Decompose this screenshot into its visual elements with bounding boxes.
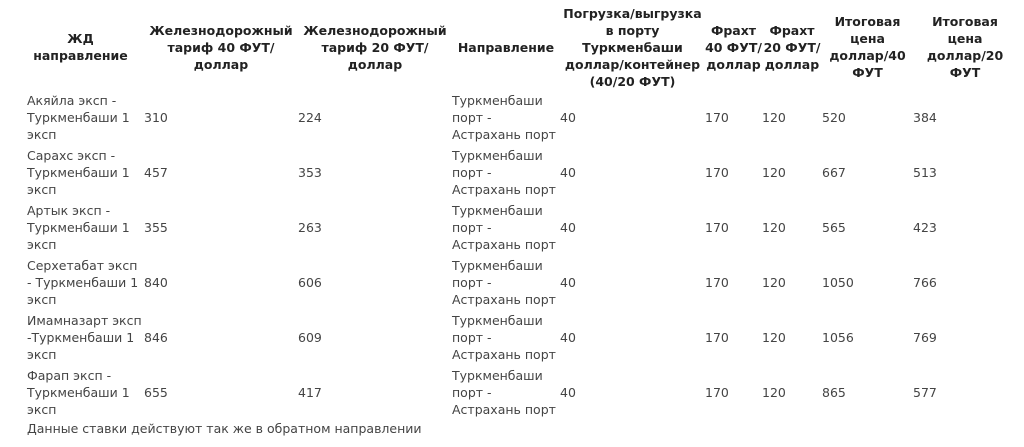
cell-total-40: 565	[822, 220, 846, 235]
cell-direction: Туркменбаши порт - Астрахань порт	[452, 93, 556, 142]
cell-freight-40: 170	[705, 220, 729, 235]
table-row	[27, 365, 1017, 420]
cell-loading: 40	[560, 220, 576, 235]
cell-direction: Туркменбаши порт - Астрахань порт	[452, 313, 556, 362]
cell-total-40: 520	[822, 110, 846, 125]
header-loading: Погрузка/выгрузка в порту Туркменбаши доллар/контейнер (40/20 ФУТ)	[563, 5, 702, 89]
cell-rail-40: 310	[144, 110, 168, 125]
cell-freight-20: 120	[762, 275, 786, 290]
cell-direction: Туркменбаши порт - Астрахань порт	[452, 148, 556, 197]
header-rail-40: Железнодорожный тариф 40 ФУТ/ доллар	[149, 22, 293, 72]
cell-total-20: 766	[913, 275, 937, 290]
cell-route: Серхетабат эксп - Туркменбаши 1 эксп	[27, 258, 139, 307]
cell-total-40: 865	[822, 385, 846, 400]
cell-rail-40: 655	[144, 385, 168, 400]
cell-freight-20: 120	[762, 110, 786, 125]
table-header	[27, 4, 1017, 90]
table-row	[27, 310, 1017, 365]
cell-rail-20: 224	[298, 110, 322, 125]
header-route: ЖД направление	[33, 31, 128, 63]
cell-total-20: 577	[913, 385, 937, 400]
header-freight-40: Фрахт 40 ФУТ/ доллар	[705, 22, 762, 72]
header-total-40: Итоговая цена доллар/40 ФУТ	[829, 14, 906, 80]
cell-loading: 40	[560, 385, 576, 400]
header-row	[27, 4, 1017, 90]
cell-loading: 40	[560, 330, 576, 345]
cell-freight-40: 170	[705, 110, 729, 125]
cell-rail-40: 355	[144, 220, 168, 235]
cell-rail-40: 840	[144, 275, 168, 290]
header-direction: Направление	[457, 39, 555, 55]
cell-freight-40: 170	[705, 330, 729, 345]
cell-route: Акяйла эксп - Туркменбаши 1 эксп	[27, 93, 130, 142]
cell-freight-20: 120	[762, 220, 786, 235]
cell-loading: 40	[560, 110, 576, 125]
table-row	[27, 90, 1017, 145]
header-rail-20: Железнодорожный тариф 20 ФУТ/ доллар	[303, 22, 447, 72]
header-freight-20: Фрахт 20 ФУТ/ доллар	[763, 22, 821, 72]
cell-rail-20: 417	[298, 385, 322, 400]
cell-route: Фарап эксп - Туркменбаши 1 эксп	[27, 368, 130, 417]
cell-total-20: 769	[913, 330, 937, 345]
cell-total-20: 384	[913, 110, 937, 125]
table-row	[27, 200, 1017, 255]
cell-rail-40: 457	[144, 165, 168, 180]
cell-route: Артык эксп - Туркменбаши 1 эксп	[27, 203, 130, 252]
cell-rail-40: 846	[144, 330, 168, 345]
table-row	[27, 255, 1017, 310]
cell-loading: 40	[560, 275, 576, 290]
cell-total-20: 423	[913, 220, 937, 235]
cell-rail-20: 609	[298, 330, 322, 345]
cell-route: Имамназарт эксп -Туркменбаши 1 эксп	[27, 313, 142, 362]
cell-freight-40: 170	[705, 385, 729, 400]
table-body	[27, 90, 1017, 420]
cell-rail-20: 606	[298, 275, 322, 290]
cell-direction: Туркменбаши порт - Астрахань порт	[452, 203, 556, 252]
cell-freight-20: 120	[762, 330, 786, 345]
cell-total-40: 667	[822, 165, 846, 180]
cell-rail-20: 353	[298, 165, 322, 180]
cell-direction: Туркменбаши порт - Астрахань порт	[452, 368, 556, 417]
cell-rail-20: 263	[298, 220, 322, 235]
cell-freight-20: 120	[762, 385, 786, 400]
footnote: Данные ставки действуют так же в обратном направлении	[27, 421, 422, 436]
cell-freight-40: 170	[705, 165, 729, 180]
cell-total-40: 1050	[822, 275, 854, 290]
cell-total-20: 513	[913, 165, 937, 180]
cell-loading: 40	[560, 165, 576, 180]
cell-route: Сарахс эксп - Туркменбаши 1 эксп	[27, 148, 130, 197]
cell-freight-20: 120	[762, 165, 786, 180]
cell-freight-40: 170	[705, 275, 729, 290]
header-total-20: Итоговая цена доллар/20 ФУТ	[926, 14, 1004, 80]
rates-table	[27, 4, 1017, 420]
cell-direction: Туркменбаши порт - Астрахань порт	[452, 258, 556, 307]
cell-total-40: 1056	[822, 330, 854, 345]
table-row	[27, 145, 1017, 200]
